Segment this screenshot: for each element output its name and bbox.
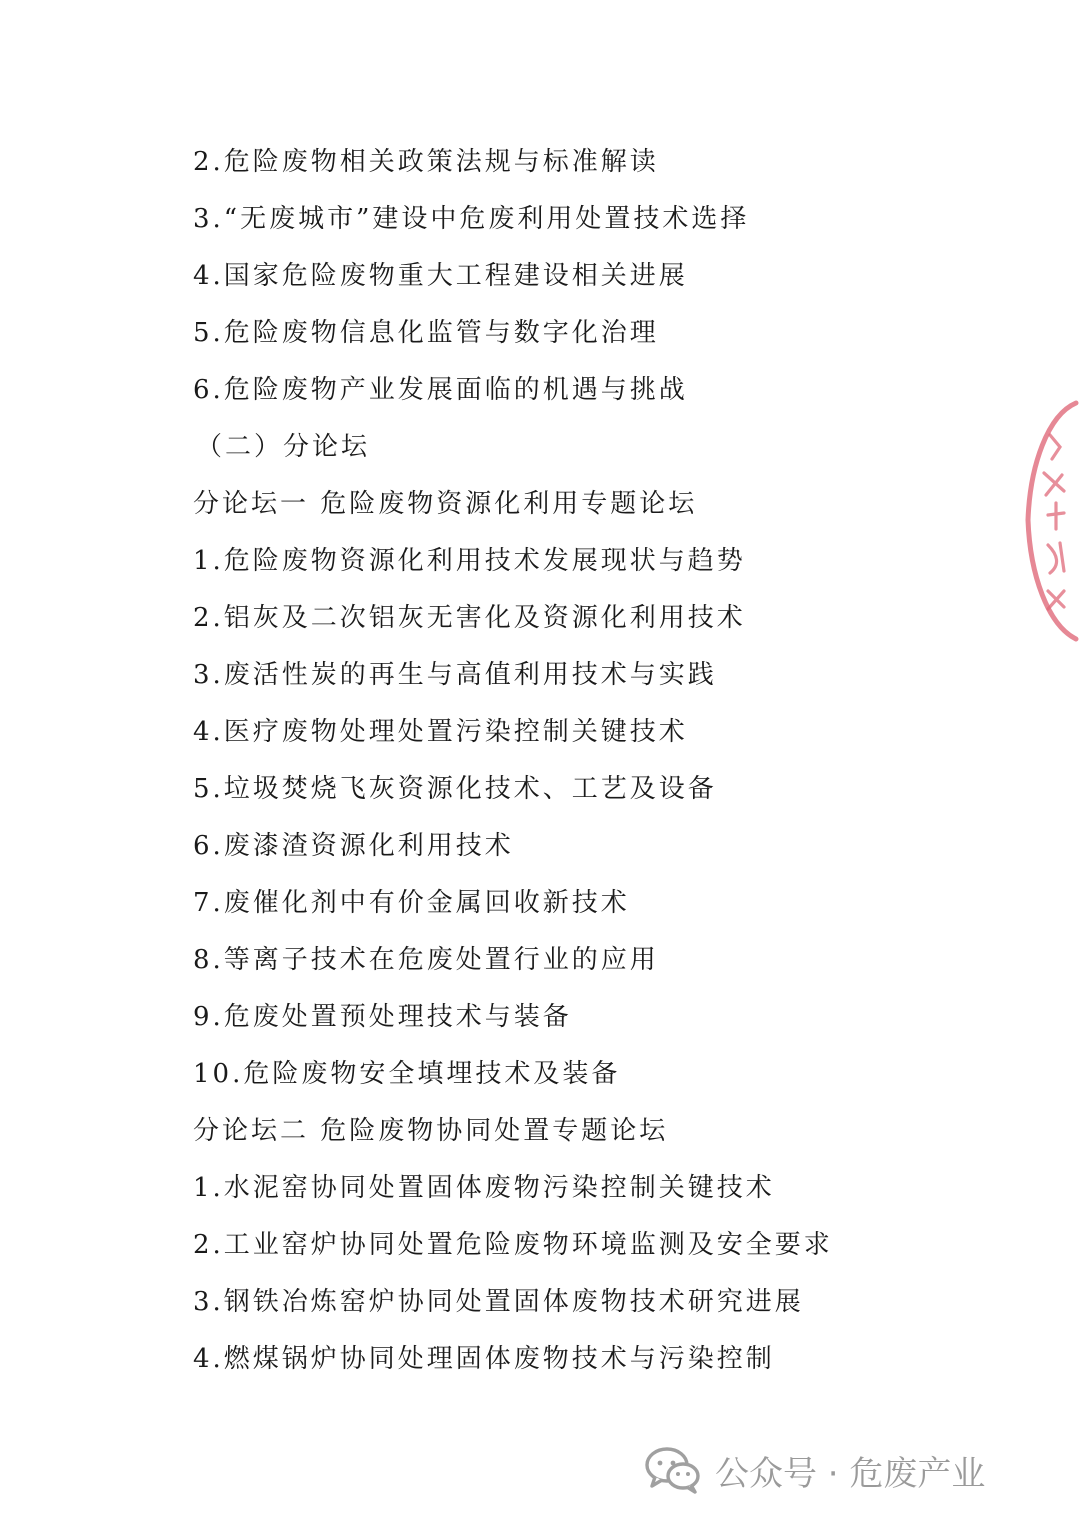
- forum1-item-5: 5.垃圾焚烧飞灰资源化技术、工艺及设备: [193, 774, 717, 804]
- item-policy-standards: 2.危险废物相关政策法规与标准解读: [193, 147, 659, 177]
- item-national-projects: 4.国家危险废物重大工程建设相关进展: [193, 261, 688, 291]
- forum1-item-9: 9.危废处置预处理技术与装备: [193, 1002, 572, 1032]
- forum2-item-4: 4.燃煤锅炉协同处理固体废物技术与污染控制: [193, 1344, 775, 1374]
- forum1-item-10: 10.危险废物安全填埋技术及装备: [193, 1059, 621, 1089]
- forum1-item-8: 8.等离子技术在危废处置行业的应用: [193, 945, 659, 975]
- forum1-item-2: 2.铝灰及二次铝灰无害化及资源化利用技术: [193, 603, 746, 633]
- forum1-item-4: 4.医疗废物处理处置污染控制关键技术: [193, 717, 688, 747]
- red-seal-stamp-icon: [1008, 395, 1080, 645]
- sub-forum-1-title: 分论坛一 危险废物资源化利用专题论坛: [193, 489, 698, 519]
- item-opportunities-challenges: 6.危险废物产业发展面临的机遇与挑战: [193, 375, 688, 405]
- wechat-icon: [643, 1444, 703, 1496]
- wechat-watermark: [643, 1440, 985, 1500]
- item-zero-waste-city: 3.“无废城市”建设中危废利用处置技术选择: [193, 204, 750, 234]
- forum2-item-1: 1.水泥窑协同处置固体废物污染控制关键技术: [193, 1173, 775, 1203]
- forum1-item-3: 3.废活性炭的再生与高值利用技术与实践: [193, 660, 717, 690]
- forum1-item-1: 1.危险废物资源化利用技术发展现状与趋势: [193, 546, 746, 576]
- forum1-item-6: 6.废漆渣资源化利用技术: [193, 831, 514, 861]
- item-digital-governance: 5.危险废物信息化监管与数字化治理: [193, 318, 659, 348]
- sub-forum-2-title: 分论坛二 危险废物协同处置专题论坛: [193, 1116, 669, 1146]
- watermark-text: 公众号 · 危废产业: [715, 1453, 986, 1494]
- forum2-item-3: 3.钢铁冶炼窑炉协同处置固体废物技术研究进展: [193, 1287, 804, 1317]
- forum1-item-7: 7.废催化剂中有价金属回收新技术: [193, 888, 630, 918]
- forum2-item-2: 2.工业窑炉协同处置危险废物环境监测及安全要求: [193, 1230, 833, 1260]
- section-heading-sub-forums: （二）分论坛: [196, 432, 371, 462]
